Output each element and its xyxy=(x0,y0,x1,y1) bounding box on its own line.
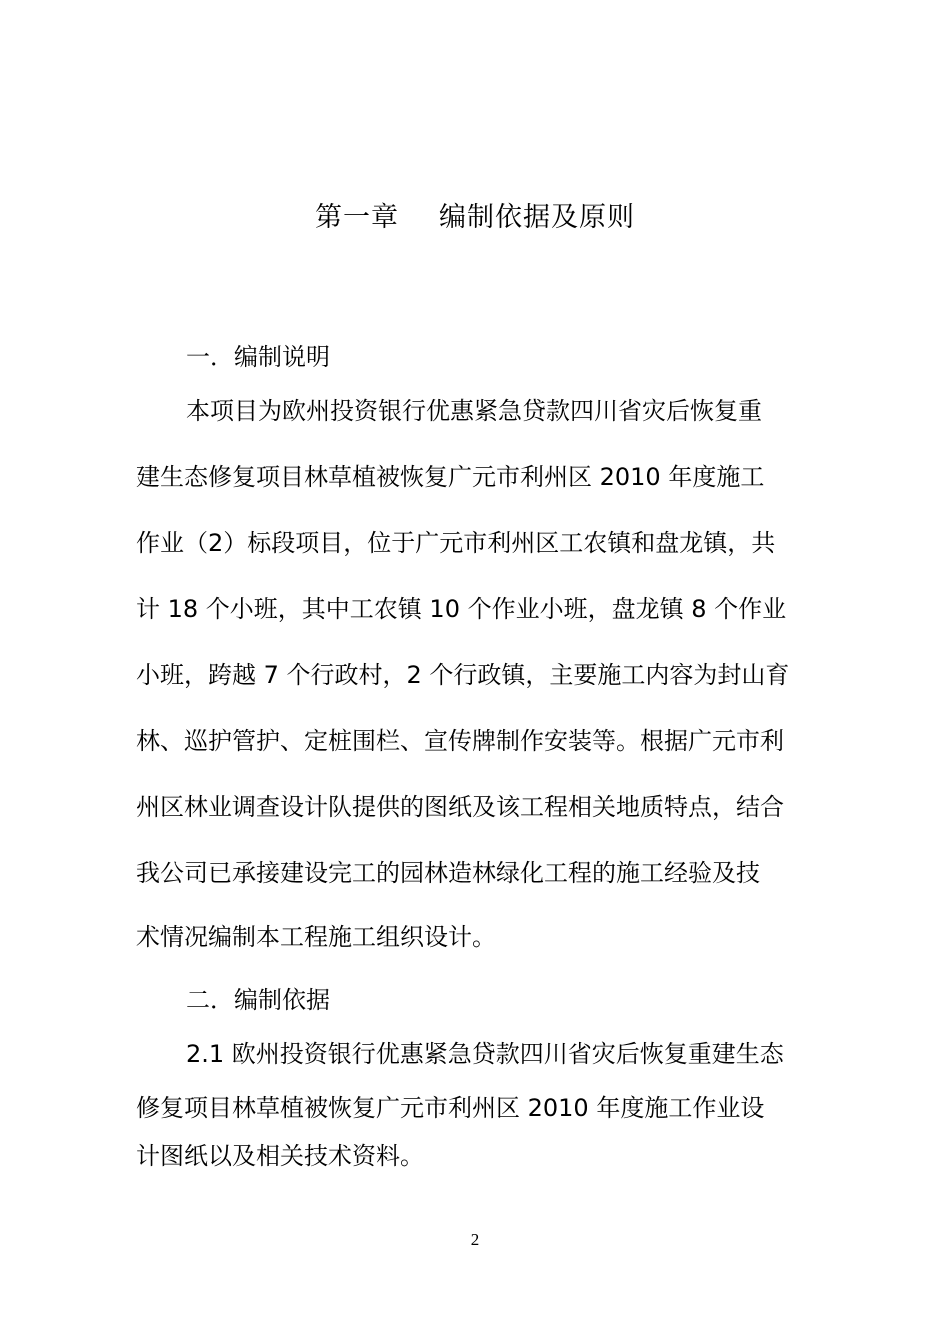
paragraph-line: 2.1 欧州投资银行优惠紧急贷款四川省灾后恢复重建生态 xyxy=(186,1040,784,1068)
paragraph-line: 作业（2）标段项目，位于广元市利州区工农镇和盘龙镇，共 xyxy=(136,529,776,557)
paragraph-line: 林、巡护管护、定桩围栏、宣传牌制作安装等。根据广元市利 xyxy=(136,727,784,755)
paragraph-line: 计图纸以及相关技术资料。 xyxy=(136,1142,424,1170)
chapter-title xyxy=(0,198,950,238)
paragraph-line: 术情况编制本工程施工组织设计。 xyxy=(136,923,496,951)
paragraph-line: 我公司已承接建设完工的园林造林绿化工程的施工经验及技 xyxy=(136,859,760,887)
chapter-name: 编制依据及原则 xyxy=(439,202,635,233)
paragraph-line: 州区林业调查设计队提供的图纸及该工程相关地质特点，结合 xyxy=(136,793,784,821)
paragraph-line: 修复项目林草植被恢复广元市利州区 2010 年度施工作业设 xyxy=(136,1094,765,1122)
page-number: 2 xyxy=(470,1230,480,1249)
paragraph-line: 本项目为欧州投资银行优惠紧急贷款四川省灾后恢复重 xyxy=(186,397,762,425)
paragraph-line: 计 18 个小班，其中工农镇 10 个作业小班，盘龙镇 8 个作业 xyxy=(136,595,787,623)
section-heading-1: 一．编制说明 xyxy=(186,343,330,371)
section-heading-2: 二．编制依据 xyxy=(186,986,330,1014)
paragraph-line: 建生态修复项目林草植被恢复广元市利州区 2010 年度施工 xyxy=(136,463,765,491)
paragraph-line: 小班，跨越 7 个行政村，2 个行政镇，主要施工内容为封山育 xyxy=(136,661,790,689)
chapter-number: 第一章 xyxy=(315,202,399,233)
